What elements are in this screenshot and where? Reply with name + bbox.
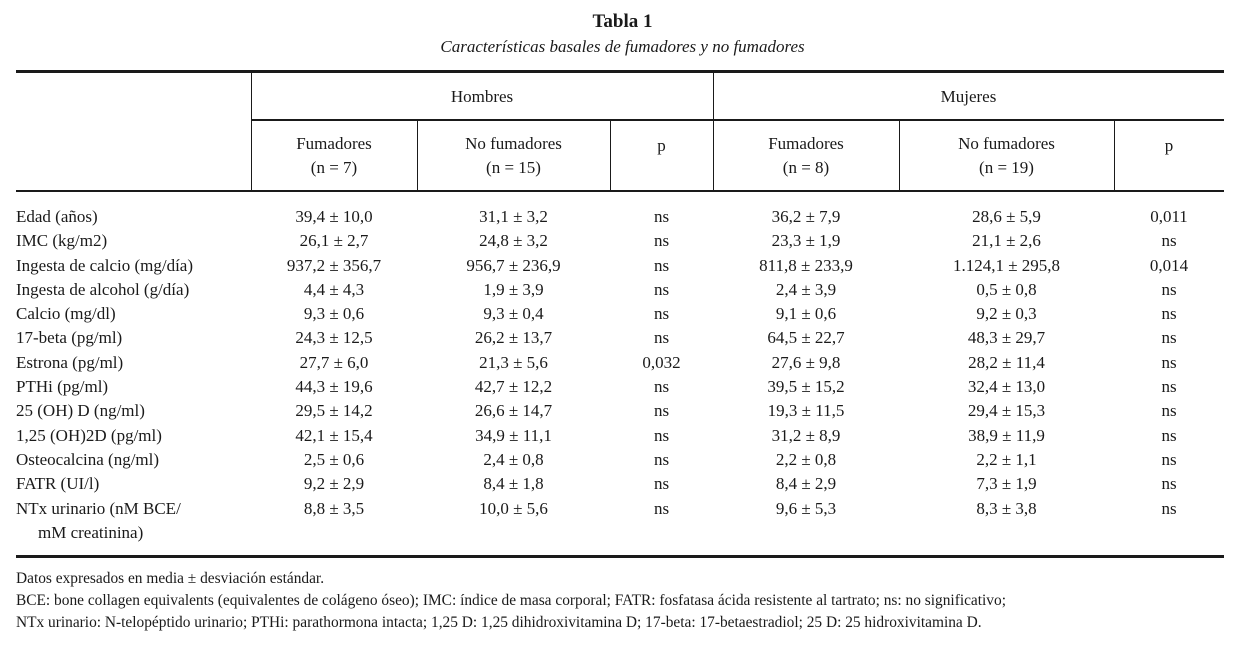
women-nonsmokers-value bbox=[899, 448, 1114, 472]
women-smokers-value-text: 2,4 ± 3,9 bbox=[775, 279, 837, 299]
women-nonsmokers-value bbox=[899, 351, 1114, 375]
men-smokers-value-text: 2,5 ± 0,6 bbox=[303, 449, 365, 469]
women-nonsmokers-value bbox=[899, 472, 1114, 496]
women-p-value-text: ns bbox=[1161, 377, 1177, 397]
women-smokers-value bbox=[713, 278, 899, 302]
row-label bbox=[16, 399, 251, 423]
women-p-value bbox=[1114, 351, 1224, 375]
women-smokers-value bbox=[713, 399, 899, 423]
women-nonsmokers-value bbox=[899, 254, 1114, 278]
men-nonsmokers-value bbox=[417, 424, 610, 448]
col-header-men-p: p bbox=[657, 136, 666, 155]
men-p-value-text: ns bbox=[653, 498, 670, 518]
col-header-men-nonsmokers bbox=[417, 134, 610, 178]
women-nonsmokers-value-text: 38,9 ± 11,9 bbox=[968, 425, 1045, 445]
men-smokers-value bbox=[251, 254, 417, 278]
men-p-value bbox=[610, 375, 713, 399]
women-smokers-value-text: 19,3 ± 11,5 bbox=[767, 401, 845, 421]
women-nonsmokers-value bbox=[899, 424, 1114, 448]
men-smokers-value-text: 24,3 ± 12,5 bbox=[295, 328, 373, 348]
men-smokers-value-text: 39,4 ± 10,0 bbox=[295, 207, 373, 226]
women-nonsmokers-value bbox=[899, 229, 1114, 253]
group-rule bbox=[251, 119, 1224, 121]
men-nonsmokers-value bbox=[417, 472, 610, 496]
men-nonsmokers-value-text: 8,4 ± 1,8 bbox=[483, 474, 544, 494]
women-smokers-value-text: 2,2 ± 0,8 bbox=[775, 449, 837, 469]
men-smokers-value bbox=[251, 302, 417, 326]
women-p-value bbox=[1114, 326, 1224, 350]
women-nonsmokers-value bbox=[899, 302, 1114, 326]
men-smokers-value bbox=[251, 375, 417, 399]
men-nonsmokers-value bbox=[417, 448, 610, 472]
table-row bbox=[16, 302, 1224, 326]
row-label-text: Calcio (mg/dl) bbox=[16, 304, 116, 324]
women-p-value-text: ns bbox=[1161, 352, 1177, 372]
men-nonsmokers-value-text: 21,3 ± 5,6 bbox=[479, 352, 548, 372]
row-label-text: IMC (kg/m2) bbox=[16, 231, 108, 251]
note-line: Datos expresados en media ± desviación estándar. bbox=[16, 570, 325, 587]
row-label bbox=[16, 205, 251, 229]
women-smokers-value bbox=[713, 229, 899, 253]
men-nonsmokers-value-text: 26,2 ± 13,7 bbox=[474, 328, 553, 348]
men-nonsmokers-value-text: 31,1 ± 3,2 bbox=[479, 207, 548, 226]
women-smokers-value bbox=[713, 326, 899, 350]
men-smokers-value bbox=[251, 472, 417, 496]
men-smokers-value bbox=[251, 351, 417, 375]
top-rule bbox=[16, 70, 1224, 73]
men-nonsmokers-value-text: 1,9 ± 3,9 bbox=[483, 279, 544, 299]
women-smokers-value bbox=[713, 448, 899, 472]
women-p-value bbox=[1114, 375, 1224, 399]
men-p-value bbox=[610, 205, 713, 229]
women-p-value-text: ns bbox=[1161, 279, 1177, 299]
table-row bbox=[16, 326, 1224, 350]
men-smokers-value bbox=[251, 424, 417, 448]
women-p-value bbox=[1114, 205, 1224, 229]
men-nonsmokers-value-text: 34,9 ± 11,1 bbox=[475, 425, 552, 445]
header-rule bbox=[16, 190, 1224, 192]
men-smokers-value bbox=[251, 278, 417, 302]
men-p-value bbox=[610, 448, 713, 472]
men-p-value bbox=[610, 254, 713, 278]
women-nonsmokers-value-text: 21,1 ± 2,6 bbox=[972, 231, 1041, 251]
women-p-value bbox=[1114, 497, 1224, 546]
women-smokers-value-text: 811,8 ± 233,9 bbox=[759, 255, 853, 275]
men-p-value bbox=[610, 472, 713, 496]
men-nonsmokers-value bbox=[417, 497, 610, 546]
row-label bbox=[16, 278, 251, 302]
women-nonsmokers-value-text: 1.124,1 ± 295,8 bbox=[952, 255, 1061, 275]
men-p-value bbox=[610, 229, 713, 253]
row-label-text: FATR (UI/l) bbox=[16, 474, 100, 494]
men-p-value bbox=[610, 302, 713, 326]
table-row bbox=[16, 229, 1224, 253]
women-p-value bbox=[1114, 302, 1224, 326]
table-title: Tabla 1 bbox=[592, 11, 653, 32]
data-table bbox=[16, 205, 1224, 545]
women-smokers-value-text: 8,4 ± 2,9 bbox=[775, 474, 837, 494]
women-nonsmokers-value-text: 29,4 ± 15,3 bbox=[967, 401, 1046, 421]
men-nonsmokers-value-text: 9,3 ± 0,4 bbox=[483, 304, 544, 324]
row-label bbox=[16, 424, 251, 448]
women-nonsmokers-value-text: 8,3 ± 3,8 bbox=[976, 498, 1037, 518]
row-label-text: 1,25 (OH)2D (pg/ml) bbox=[16, 425, 162, 445]
men-smokers-value bbox=[251, 448, 417, 472]
row-label-text: 25 (OH) D (ng/ml) bbox=[16, 401, 145, 421]
women-p-value bbox=[1114, 254, 1224, 278]
women-nonsmokers-value bbox=[899, 205, 1114, 229]
women-smokers-value-text: 36,2 ± 7,9 bbox=[771, 207, 841, 226]
men-nonsmokers-value bbox=[417, 302, 610, 326]
women-smokers-value bbox=[713, 302, 899, 326]
table-notes bbox=[16, 568, 1231, 634]
men-p-value-text: ns bbox=[653, 474, 670, 494]
men-smokers-value-text: 9,3 ± 0,6 bbox=[303, 304, 365, 324]
col-header-n: (n = 7) bbox=[310, 158, 358, 177]
women-p-value bbox=[1114, 278, 1224, 302]
women-p-value bbox=[1114, 448, 1224, 472]
men-smokers-value bbox=[251, 229, 417, 253]
men-p-value-text: ns bbox=[653, 401, 670, 421]
women-nonsmokers-value bbox=[899, 326, 1114, 350]
women-smokers-value-text: 23,3 ± 1,9 bbox=[771, 231, 841, 251]
women-p-value-text: ns bbox=[1161, 474, 1177, 494]
row-label-text: Ingesta de calcio (mg/día) bbox=[16, 255, 194, 275]
women-smokers-value bbox=[713, 497, 899, 546]
row-label bbox=[16, 254, 251, 278]
group-header-men: Hombres bbox=[450, 87, 514, 106]
women-nonsmokers-value-text: 7,3 ± 1,9 bbox=[976, 474, 1037, 494]
women-nonsmokers-value bbox=[899, 375, 1114, 399]
col-header-n: (n = 15) bbox=[486, 158, 541, 177]
men-p-value bbox=[610, 326, 713, 350]
men-nonsmokers-value-text: 26,6 ± 14,7 bbox=[474, 401, 553, 421]
women-nonsmokers-value-text: 28,6 ± 5,9 bbox=[972, 207, 1041, 226]
women-nonsmokers-value bbox=[899, 278, 1114, 302]
table-row bbox=[16, 472, 1224, 496]
women-smokers-value bbox=[713, 351, 899, 375]
row-label-text: PTHi (pg/ml) bbox=[16, 377, 109, 397]
men-p-value-text: ns bbox=[653, 207, 670, 226]
row-label bbox=[16, 448, 251, 472]
men-nonsmokers-value bbox=[417, 205, 610, 229]
men-p-value-text: ns bbox=[653, 231, 670, 251]
col-header-label: Fumadores bbox=[768, 134, 844, 153]
table-row bbox=[16, 424, 1224, 448]
men-nonsmokers-value bbox=[417, 399, 610, 423]
men-nonsmokers-value bbox=[417, 278, 610, 302]
men-p-value-text: ns bbox=[653, 425, 670, 445]
col-header-men-smokers bbox=[251, 134, 417, 178]
men-p-value-text: ns bbox=[653, 279, 670, 299]
men-nonsmokers-value bbox=[417, 254, 610, 278]
men-smokers-value bbox=[251, 205, 417, 229]
women-smokers-value-text: 39,5 ± 15,2 bbox=[767, 377, 845, 397]
table-row bbox=[16, 205, 1224, 229]
row-label bbox=[16, 497, 251, 546]
table-row bbox=[16, 351, 1224, 375]
row-label-continuation: mM creatinina) bbox=[38, 522, 144, 542]
men-nonsmokers-value-text: 10,0 ± 5,6 bbox=[479, 498, 548, 518]
men-nonsmokers-value bbox=[417, 351, 610, 375]
women-nonsmokers-value-text: 28,2 ± 11,4 bbox=[968, 352, 1045, 372]
note-line: BCE: bone collagen equivalents (equivalentes de colágeno óseo); IMC: índice de masa corporal; FATR: fosfatasa ácida resistente al tartrato; ns: no significativo; bbox=[16, 592, 1006, 609]
table-row bbox=[16, 399, 1224, 423]
women-p-value-text: ns bbox=[1161, 328, 1177, 348]
men-p-value-text: ns bbox=[653, 255, 670, 275]
women-p-value bbox=[1114, 399, 1224, 423]
table-row bbox=[16, 497, 1224, 546]
men-p-value-text: 0,032 bbox=[642, 352, 681, 372]
men-smokers-value-text: 9,2 ± 2,9 bbox=[303, 474, 365, 494]
women-smokers-value bbox=[713, 375, 899, 399]
men-p-value bbox=[610, 497, 713, 546]
table-row bbox=[16, 278, 1224, 302]
men-nonsmokers-value bbox=[417, 375, 610, 399]
row-label-text: Edad (años) bbox=[16, 207, 98, 226]
row-label-text: Ingesta de alcohol (g/día) bbox=[16, 279, 190, 299]
women-p-value-text: 0,014 bbox=[1149, 255, 1189, 275]
women-smokers-value bbox=[713, 472, 899, 496]
men-smokers-value-text: 27,7 ± 6,0 bbox=[299, 352, 369, 372]
men-smokers-value-text: 26,1 ± 2,7 bbox=[299, 231, 369, 251]
men-p-value bbox=[610, 351, 713, 375]
women-p-value bbox=[1114, 424, 1224, 448]
women-smokers-value bbox=[713, 254, 899, 278]
women-smokers-value-text: 31,2 ± 8,9 bbox=[771, 425, 841, 445]
men-smokers-value-text: 44,3 ± 19,6 bbox=[295, 377, 373, 397]
men-p-value-text: ns bbox=[653, 304, 670, 324]
row-label-text: Estrona (pg/ml) bbox=[16, 352, 124, 372]
men-smokers-value-text: 8,8 ± 3,5 bbox=[303, 498, 365, 518]
note-line: NTx urinario: N-telopéptido urinario; PTHi: parathormona intacta; 1,25 D: 1,25 dihidroxivitamina D; 17-beta: 17-betaestradiol; 25 D: 25 hidroxivitamina D. bbox=[16, 614, 982, 631]
row-label bbox=[16, 229, 251, 253]
col-header-label: Fumadores bbox=[296, 134, 372, 153]
women-smokers-value bbox=[713, 424, 899, 448]
women-p-value-text: 0,011 bbox=[1150, 207, 1188, 226]
row-label bbox=[16, 326, 251, 350]
col-header-n: (n = 8) bbox=[782, 158, 830, 177]
col-header-label: No fumadores bbox=[465, 134, 562, 153]
men-nonsmokers-value-text: 42,7 ± 12,2 bbox=[474, 377, 553, 397]
women-p-value bbox=[1114, 229, 1224, 253]
row-label-text: NTx urinario (nM BCE/ bbox=[16, 498, 181, 518]
row-label-text: 17-beta (pg/ml) bbox=[16, 328, 123, 348]
col-header-women-smokers bbox=[713, 134, 899, 178]
row-label bbox=[16, 351, 251, 375]
women-smokers-value-text: 9,6 ± 5,3 bbox=[775, 498, 837, 518]
men-nonsmokers-value bbox=[417, 229, 610, 253]
women-smokers-value-text: 64,5 ± 22,7 bbox=[767, 328, 845, 348]
women-nonsmokers-value-text: 0,5 ± 0,8 bbox=[976, 279, 1037, 299]
men-smokers-value bbox=[251, 399, 417, 423]
women-smokers-value bbox=[713, 205, 899, 229]
men-p-value-text: ns bbox=[653, 377, 670, 397]
col-header-women-p: p bbox=[1164, 136, 1174, 155]
col-header-n: (n = 19) bbox=[979, 158, 1034, 177]
men-nonsmokers-value bbox=[417, 326, 610, 350]
women-p-value bbox=[1114, 472, 1224, 496]
row-label bbox=[16, 302, 251, 326]
table-row bbox=[16, 254, 1224, 278]
group-header-women: Mujeres bbox=[940, 87, 997, 106]
women-nonsmokers-value bbox=[899, 497, 1114, 546]
row-label bbox=[16, 472, 251, 496]
women-p-value-text: ns bbox=[1161, 304, 1177, 324]
men-smokers-value-text: 937,2 ± 356,7 bbox=[286, 255, 382, 275]
women-smokers-value-text: 9,1 ± 0,6 bbox=[775, 304, 837, 324]
men-p-value bbox=[610, 278, 713, 302]
women-nonsmokers-value-text: 2,2 ± 1,1 bbox=[976, 449, 1037, 469]
men-p-value bbox=[610, 424, 713, 448]
men-nonsmokers-value-text: 956,7 ± 236,9 bbox=[466, 255, 561, 275]
table-row bbox=[16, 375, 1224, 399]
men-smokers-value bbox=[251, 326, 417, 350]
women-nonsmokers-value-text: 32,4 ± 13,0 bbox=[967, 377, 1046, 397]
row-label-text: Osteocalcina (ng/ml) bbox=[16, 449, 160, 469]
table-subtitle: Características basales de fumadores y no fumadores bbox=[440, 37, 805, 56]
men-nonsmokers-value-text: 2,4 ± 0,8 bbox=[483, 449, 544, 469]
women-nonsmokers-value bbox=[899, 399, 1114, 423]
women-smokers-value-text: 27,6 ± 9,8 bbox=[771, 352, 841, 372]
men-smokers-value bbox=[251, 497, 417, 546]
women-nonsmokers-value-text: 48,3 ± 29,7 bbox=[967, 328, 1046, 348]
men-smokers-value-text: 4,4 ± 4,3 bbox=[303, 279, 365, 299]
men-p-value-text: ns bbox=[653, 328, 670, 348]
col-header-women-nonsmokers bbox=[899, 134, 1114, 178]
bottom-rule bbox=[16, 555, 1224, 558]
women-nonsmokers-value-text: 9,2 ± 0,3 bbox=[976, 304, 1037, 324]
col-header-label: No fumadores bbox=[958, 134, 1055, 153]
men-p-value-text: ns bbox=[653, 449, 670, 469]
men-smokers-value-text: 42,1 ± 15,4 bbox=[295, 425, 373, 445]
men-smokers-value-text: 29,5 ± 14,2 bbox=[295, 401, 373, 421]
row-label bbox=[16, 375, 251, 399]
men-p-value bbox=[610, 399, 713, 423]
women-p-value-text: ns bbox=[1161, 425, 1177, 445]
women-p-value-text: ns bbox=[1161, 401, 1177, 421]
table-row bbox=[16, 448, 1224, 472]
women-p-value-text: ns bbox=[1161, 449, 1177, 469]
women-p-value-text: ns bbox=[1161, 231, 1177, 251]
men-nonsmokers-value-text: 24,8 ± 3,2 bbox=[479, 231, 548, 251]
women-p-value-text: ns bbox=[1161, 498, 1177, 518]
